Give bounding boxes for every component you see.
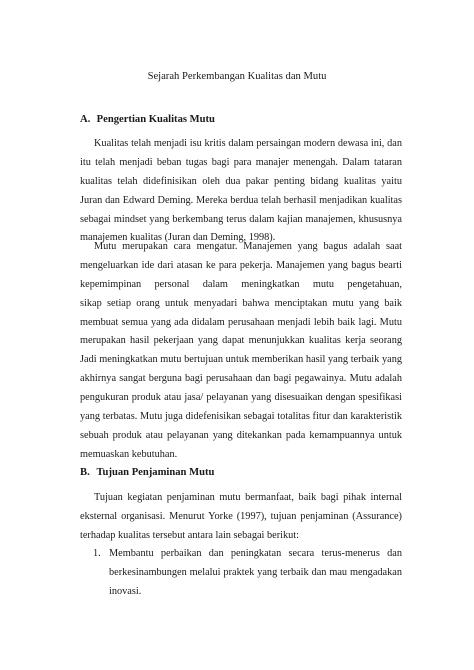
section-a-heading: [80, 114, 215, 125]
document-title: Sejarah Perkembangan Kualitas dan Mutu: [147, 71, 327, 82]
list-item: [93, 545, 402, 602]
section-a-paragraph-2: [80, 238, 402, 465]
paragraph-line: kepemimpinan personal dalam meningkatkan mutu pengetahuan,: [80, 278, 402, 290]
list-item-line: Membantu perbaikan dan peningkatan secara terus-menerus dan: [109, 548, 402, 559]
list-item-body: [109, 545, 402, 602]
list-item-line: inovasi.: [109, 585, 142, 597]
list-item-number: 1.: [93, 548, 101, 559]
paragraph-line: itu telah menjadi beban tugas bagi para manajer menengah. Dalam tataran: [80, 156, 402, 168]
section-b-paragraph-1: [80, 489, 402, 546]
section-b-letter: B.: [80, 467, 90, 478]
paragraph-line: Mutu merupakan cara mengatur. Manajemen yang bagus adalah saat: [94, 241, 402, 252]
section-a-title: Pengertian Kualitas Mutu: [96, 114, 215, 125]
paragraph-line: terhadap kualitas tersebut antara lain sebagai berikut:: [80, 529, 300, 541]
paragraph-line: merupakan hasil pekerjaan yang dapat menunjukkan kualitas kerja seorang: [80, 335, 402, 347]
section-b-heading: [80, 467, 214, 478]
paragraph-line: sikap setiap orang untuk menyadari bahwa menciptakan mutu yang baik: [80, 297, 402, 309]
list-item-line: berkesinambungen melalui praktek yang terbaik dan mau mengadakan: [109, 566, 402, 578]
paragraph-line: sebagai mindset yang berkembang terus dalam kajian manajemen, khususnya: [80, 213, 402, 225]
paragraph-line: manajemen kualitas (Juran dan Deming, 1998).: [80, 232, 276, 244]
paragraph-line: pengukuran produk atau jasa/ pelayanan yang disesuaikan dengan spesifikasi: [80, 392, 402, 404]
paragraph-line: Juran dan Edward Deming. Mereka berdua telah berhasil menjadikan kualitas: [80, 194, 402, 206]
paragraph-line: Kualitas telah menjadi isu kritis dalam persaingan modern dewasa ini, dan: [94, 138, 402, 149]
paragraph-line: Tujuan kegiatan penjaminan mutu bermanfaat, baik bagi pihak internal: [94, 492, 402, 503]
section-b-title: Tujuan Penjaminan Mutu: [96, 467, 215, 478]
paragraph-line: yang terbatas. Mutu juga didefenisikan sebagai totalitas fitur dan karakteristik: [80, 411, 402, 423]
paragraph-line: membuat semua yang ada didalam perusahaan menjadi lebih baik lagi. Mutu: [80, 316, 402, 328]
paragraph-line: kualitas telah didefinisikan oleh dua pakar penting bidang kualitas yaitu: [80, 175, 402, 187]
section-a-letter: A.: [80, 114, 91, 125]
section-a-paragraph-1: [80, 135, 402, 248]
paragraph-line: Jadi meningkatkan mutu bertujuan untuk memberikan hasil yang terbaik yang: [80, 354, 402, 366]
paragraph-line: akhirnya sangat berguna bagi perusahaan dan bagi pegawainya. Mutu adalah: [80, 373, 402, 385]
paragraph-line: eksternal organisasi. Menurut Yorke (1997), tujuan penjaminan (Assurance): [80, 510, 402, 522]
paragraph-line: memuaskan kebutuhan.: [80, 448, 178, 460]
paragraph-line: sebuah produk atau pelayanan yang ditekankan pada kemampuannya untuk: [80, 429, 402, 441]
paragraph-line: mengeluarkan ide dari atasan ke para pekerja. Manajemen yang bagus bearti: [80, 259, 402, 271]
